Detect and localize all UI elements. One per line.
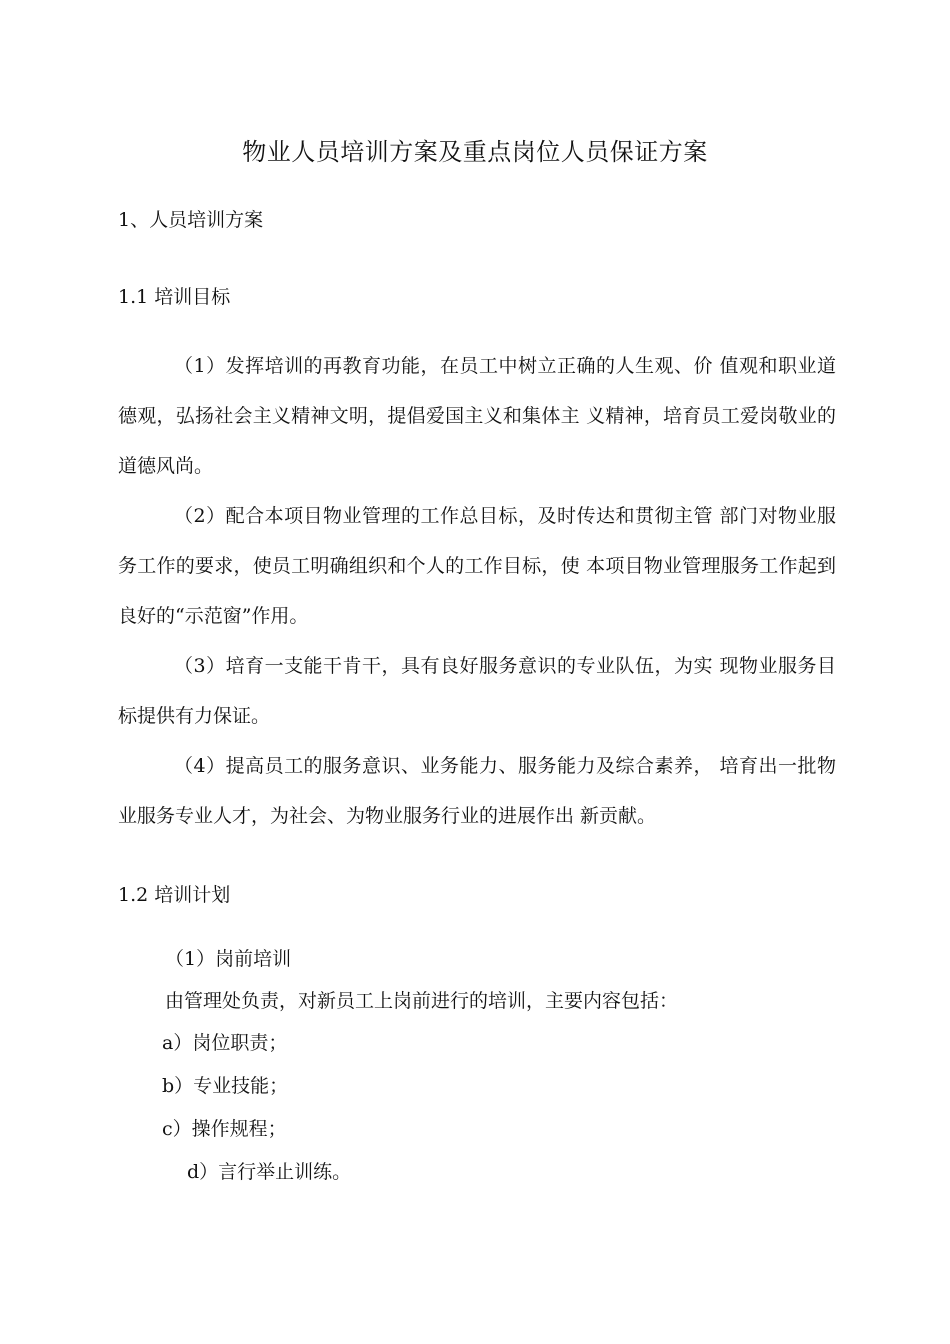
pre-job-training-heading: （1）岗前培训: [165, 948, 292, 970]
section-1-heading: 1、人员培训方案: [118, 209, 264, 231]
list-item: d）言行举止训练。: [187, 1161, 352, 1183]
goal-paragraph-4: （4）提高员工的服务意识、业务能力、服务能力及综合素养， 培育出一批物业服务专业人才，为社会、为物业服务行业的进展作出 新贡献。: [118, 755, 836, 827]
list-item: c）操作规程；: [162, 1118, 287, 1140]
section-1-1-heading: 1.1 培训目标: [118, 286, 231, 308]
goal-paragraph-2: （2）配合本项目物业管理的工作总目标，及时传达和贯彻主管 部门对物业服务工作的要求，使员工明确组织和个人的工作目标，使 本项目物业管理服务工作起到良好的“示范窗”作用。: [118, 505, 836, 627]
section-1-2-heading: 1.2 培训计划: [118, 884, 231, 906]
list-item: a）岗位职责；: [162, 1032, 288, 1054]
goal-paragraph-3: （3）培育一支能干肯干，具有良好服务意识的专业队伍，为实 现物业服务目标提供有力保证。: [118, 655, 836, 727]
list-item: b）专业技能；: [162, 1075, 289, 1097]
document-title: 物业人员培训方案及重点岗位人员保证方案: [242, 138, 708, 166]
goal-paragraph-1: （1）发挥培训的再教育功能，在员工中树立正确的人生观、价 值观和职业道德观，弘扬社会主义精神文明，提倡爱国主义和集体主 义精神，培育员工爱岗敬业的道德风尚。: [118, 355, 836, 477]
pre-job-training-intro: 由管理处负责，对新员工上岗前进行的培训，主要内容包括：: [165, 990, 679, 1012]
